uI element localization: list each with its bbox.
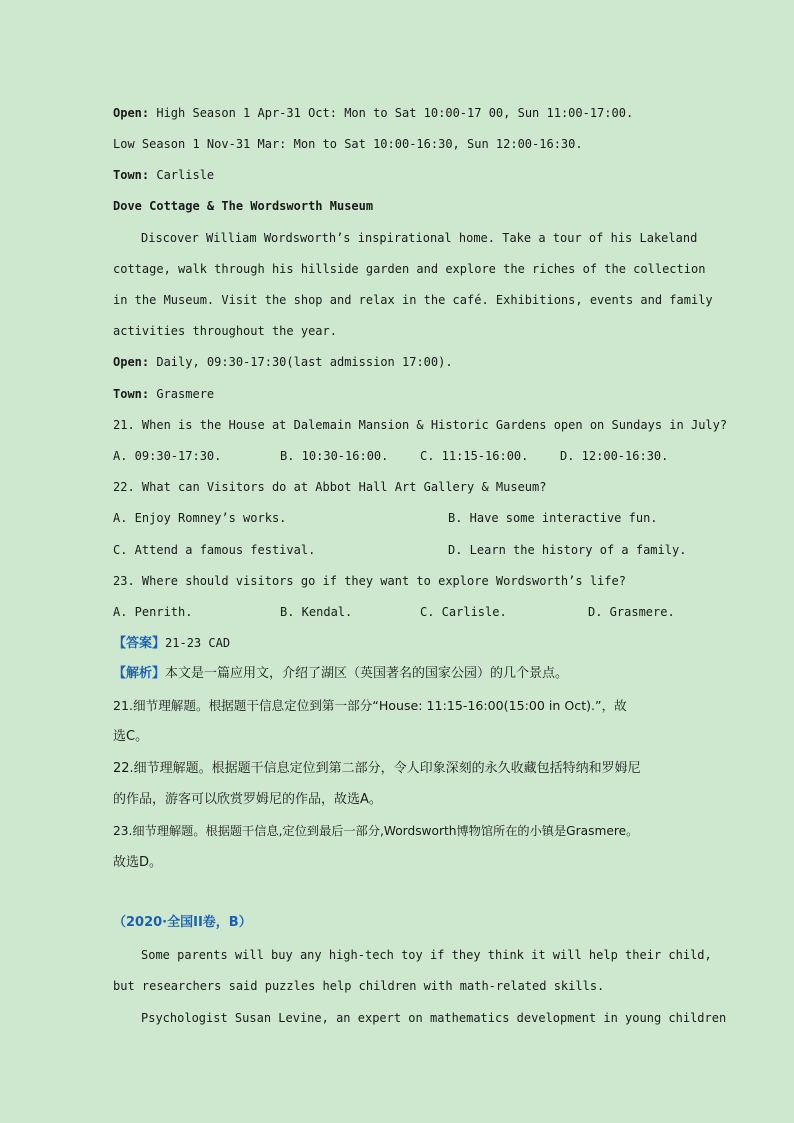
- town-value: Carlisle: [156, 168, 215, 182]
- dove-cottage-title: Dove Cottage & The Wordsworth Museum: [113, 199, 374, 213]
- analysis-label: 【解析】: [113, 666, 166, 681]
- open-low-line: Low Season 1 Nov-31 Mar: Mon to Sat 10:00-16:30, Sun 12:00-16:30.: [113, 137, 583, 151]
- q22-option-d: D. Learn the history of a family.: [448, 543, 687, 557]
- dove-text-line-1: Discover William Wordsworth’s inspirational home. Take a tour of his Lakeland: [141, 231, 698, 245]
- dove-town-line: [113, 385, 683, 403]
- q22-option-c: C. Attend a famous festival.: [113, 543, 316, 557]
- dove-text-line-4: activities throughout the year.: [113, 324, 337, 338]
- passage2-p1-line-2: but researchers said puzzles help children with math-related skills.: [113, 979, 605, 993]
- dove-open-text: Daily, 09:30-17:30(last admission 17:00).: [156, 355, 453, 369]
- dove-open-label: Open:: [113, 355, 150, 369]
- dove-town-label: Town:: [113, 387, 150, 401]
- q21-option-c: C. 11:15-16:00.: [420, 449, 529, 463]
- q23-option-a: A. Penrith.: [113, 605, 193, 619]
- dove-open-line: [113, 353, 683, 371]
- q23-option-d: D. Grasmere.: [588, 605, 675, 619]
- town-label: Town:: [113, 168, 150, 182]
- explain-22-line-2: 的作品，游客可以欣赏罗姆尼的作品，故选A。: [113, 792, 382, 807]
- q23-option-c: C. Carlisle.: [420, 605, 507, 619]
- open-high-text: High Season 1 Apr-31 Oct: Mon to Sat 10:00-17 00, Sun 11:00-17:00.: [156, 106, 634, 120]
- q22-option-b: B. Have some interactive fun.: [448, 511, 658, 525]
- explain-23-line-1: 23.细节理解题。根据题干信息,定位到最后一部分,Wordsworth博物馆所在的小镇是Grasmere。: [113, 824, 639, 838]
- open-label: Open:: [113, 106, 150, 120]
- question-22: 22. What can Visitors do at Abbot Hall Art Gallery & Museum?: [113, 480, 547, 494]
- dove-town-value: Grasmere: [156, 387, 215, 401]
- open-high-line: [113, 104, 683, 122]
- dove-text-line-2: cottage, walk through his hillside garden and explore the riches of the collection: [113, 262, 706, 276]
- question-21: 21. When is the House at Dalemain Mansion & Historic Gardens open on Sundays in July?: [113, 418, 728, 432]
- q21-option-a: A. 09:30-17:30.: [113, 449, 222, 463]
- answer-label: 【答案】: [113, 636, 166, 651]
- analysis-line: [113, 665, 683, 683]
- question-23: 23. Where should visitors go if they want to explore Wordsworth’s life?: [113, 574, 626, 588]
- q22-option-a: A. Enjoy Romney’s works.: [113, 511, 287, 525]
- q21-option-b: B. 10:30-16:00.: [280, 449, 389, 463]
- passage2-source: （2020·全国II卷，B）: [113, 915, 252, 930]
- town-line: [113, 166, 683, 184]
- dove-text-line-3: in the Museum. Visit the shop and relax in the café. Exhibitions, events and family: [113, 293, 713, 307]
- q23-option-b: B. Kendal.: [280, 605, 353, 619]
- passage2-p2-line-1: Psychologist Susan Levine, an expert on mathematics development in young children: [141, 1011, 727, 1025]
- passage2-p1-line-1: Some parents will buy any high-tech toy if they think it will help their child,: [141, 948, 712, 962]
- explain-21-line-1: 21.细节理解题。根据题干信息定位到第一部分“House: 11:15-16:00(15:00 in Oct).”，故: [113, 698, 627, 713]
- explain-22-line-1: 22.细节理解题。根据题干信息定位到第二部分，令人印象深刻的永久收藏包括特纳和罗姆尼: [113, 761, 641, 776]
- explain-21-line-2: 选C。: [113, 729, 149, 744]
- answer-line: [113, 634, 683, 653]
- answer-text: 21-23 CAD: [165, 636, 231, 650]
- q21-option-d: D. 12:00-16:30.: [560, 449, 669, 463]
- analysis-text: 本文是一篇应用文，介绍了湖区（英国著名的国家公园）的几个景点。: [165, 666, 569, 681]
- explain-23-line-2: 故选D。: [113, 855, 163, 870]
